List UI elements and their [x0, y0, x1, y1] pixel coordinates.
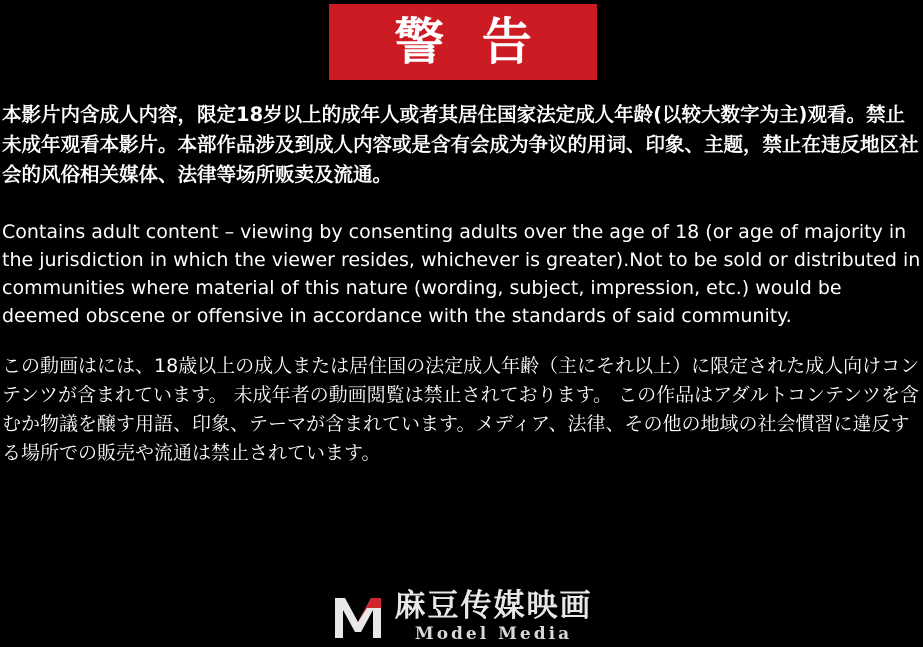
- warning-banner-label: 警 告: [394, 13, 542, 71]
- notice-english: Contains adult content – viewing by consenting adults over the age of 18 (or age of majority in the jurisdiction in which the viewer resides, whichever is greater).Not to be sold or distributed in communities where material of this nature (wording, subject, impression, etc.) would be deemed obscene or offensive in accordance with the standards of said community.: [2, 221, 921, 327]
- notice-chinese: 本影片内含成人内容，限定18岁以上的成年人或者其居住国家法定成人年龄(以较大数字为主)观看。禁止未成年观看本影片。本部作品涉及到成人内容或是含有会成为争议的用词、印象、主题，禁止在违反地区社会的风俗相关媒体、法律等场所贩卖及流通。: [2, 103, 919, 186]
- notice-japanese: この動画はには、18歳以上の成人または居住国の法定成人年齢（主にそれ以上）に限定された成人向けコンテンツが含まれています。 未成年者の動画閲覧は禁止されております。 この作品はアダルトコンテンツを含むか物議を醸す用語、印象、テーマが含まれています。メディア、法律、その他の地域の社会慣習に違反する場所での販売や流通は禁止されています。: [2, 355, 920, 464]
- brand-logo-text: [394, 588, 593, 644]
- notice-text-area: [0, 100, 923, 468]
- paragraph-spacer: [0, 196, 923, 218]
- brand-logo: [0, 588, 923, 644]
- brand-name-cn: 麻豆传媒映画: [394, 588, 593, 624]
- model-media-m-icon: [331, 592, 385, 642]
- warning-banner: [329, 4, 597, 80]
- paragraph-spacer: [0, 330, 923, 352]
- brand-name-en: Model Media: [414, 624, 573, 644]
